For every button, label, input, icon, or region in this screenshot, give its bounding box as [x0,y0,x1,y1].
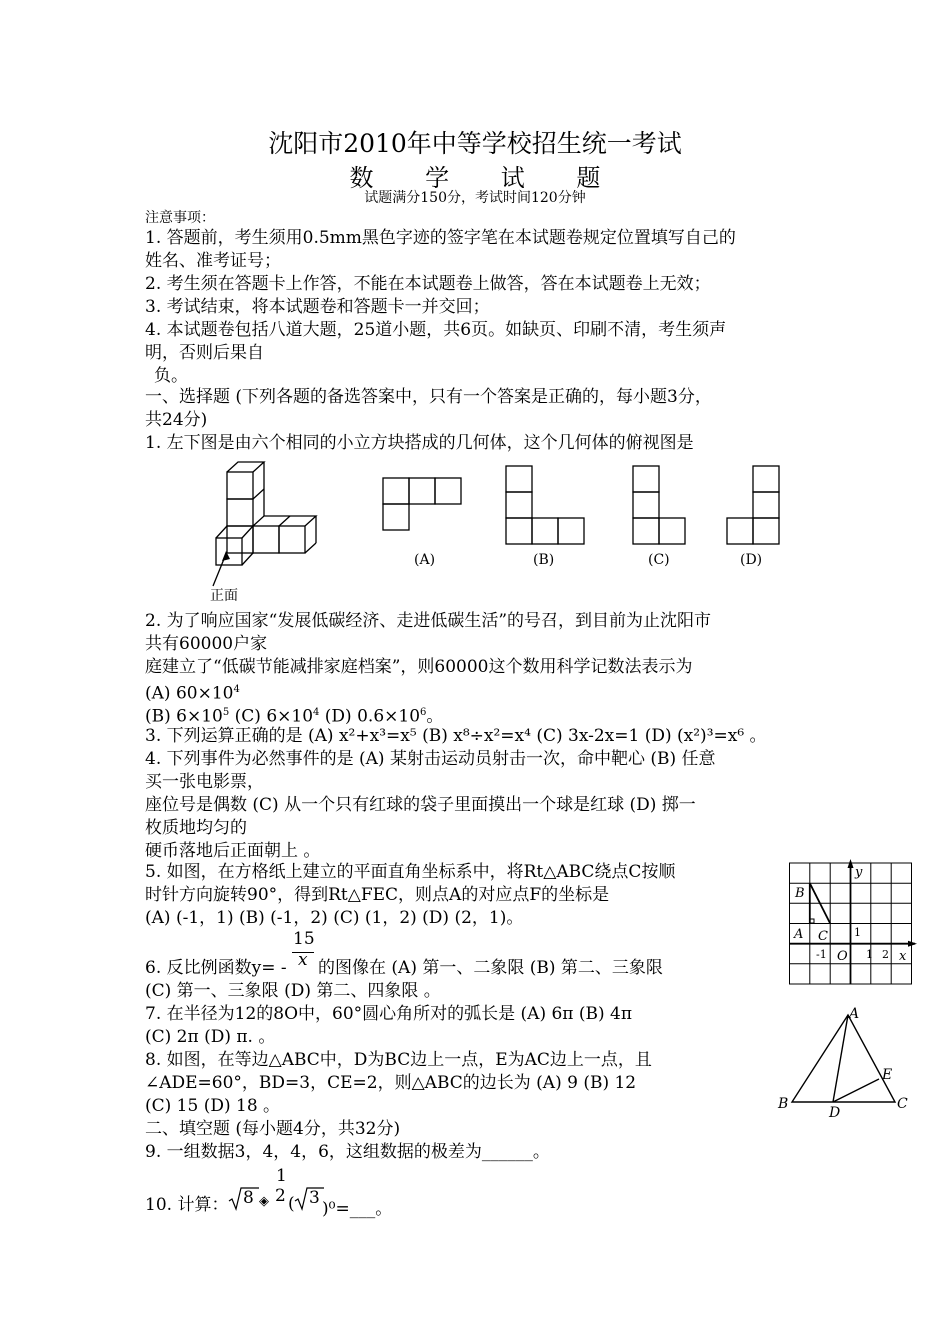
q6-fraction-denominator: x [298,950,308,970]
question-2-line-1: 2. 为了响应国家“发展低碳经济、走进低碳生活”的号召，到目前为止沈阳市 [145,611,712,631]
question-7-line-2: (C) 2π (D) π. 。 [145,1027,276,1047]
q10-symbol: ◈ [259,1194,269,1209]
question-6-line-1-pre: 6. 反比例函数y= - [145,958,287,978]
question-5-line-3: (A) (-1，1) (B) (-1，2) (C) (1，2) (D) (2，1)。 [145,908,524,928]
q5-point-b: B [795,886,805,901]
q1-option-a-figure [382,477,464,533]
q2-option-b-exp: 5 [222,707,230,718]
question-2-line-2: 共有60000户家 [145,634,268,654]
question-6-line-2: (C) 第一、三象限 (D) 第二、四象限 。 [145,981,441,1001]
q1-option-b[interactable]: (B) [533,552,555,568]
note-1b: 姓名、准考证号； [145,251,281,271]
q5-tick-y1: 1 [854,926,861,939]
q2-option-d-exp: 6 [420,707,427,718]
question-3: 3. 下列运算正确的是 (A) x²+x³=x⁵ (B) x⁸÷x²=x⁴ (C) 3x-2x=1 (D) (x²)³=x⁶ 。 [145,726,767,746]
q8-point-a: A [849,1006,860,1022]
q8-point-d: D [829,1105,841,1121]
question-4-line-4: 枚质地均匀的 [145,818,247,838]
question-10-pre: 10. 计算： [145,1195,229,1215]
q2-option-c: (C) 6×10 [229,706,314,727]
question-5-line-1: 5. 如图，在方格纸上建立的平面直角坐标系中，将Rt△ABC绕点C按顺 [145,862,676,882]
q10-sqrt3-value: 3 [309,1188,320,1208]
q1-front-label: 正面 [210,588,238,604]
page-subtitle: 数 学 试 题 [349,164,623,192]
q5-point-c: C [818,929,828,944]
q5-tick-x1: 1 [866,948,873,961]
q2-option-b: (B) 6×10 [145,706,223,727]
q8-point-c: C [897,1096,908,1112]
q2-option-c-exp: 4 [313,707,320,718]
q1-cube-figure [205,458,335,603]
question-2-line-3: 庭建立了“低碳节能减排家庭档案”，则60000这个数用科学记数法表示为 [145,657,693,677]
q1-option-d[interactable]: (D) [740,552,763,568]
q10-half-denominator: 2 [275,1186,286,1206]
question-8-line-3: (C) 15 (D) 18 。 [145,1096,281,1116]
question-8-line-1: 8. 如图，在等边△ABC中，D为BC边上一点，E为AC边上一点，且 [145,1050,652,1070]
question-4-line-5: 硬币落地后正面朝上 。 [145,841,321,861]
note-4b: 明，否则后果自 [145,343,264,363]
q2-option-a: (A) 60×10 [145,683,234,704]
q10-open-paren: ( [288,1194,295,1214]
q1-option-c-figure [632,465,688,547]
question-7-line-1: 7. 在半径为12的8O中，60°圆心角所对的弧长是 (A) 6π (B) 4π [145,1004,633,1024]
q5-axis-y: y [855,865,863,880]
q1-option-b-figure [505,465,587,547]
q8-point-e: E [882,1067,893,1083]
q1-option-d-figure [726,465,782,547]
q2-option-a-exp: 4 [233,684,240,695]
question-4-line-1: 4. 下列事件为必然事件的是 (A) 某射击运动员射击一次，命中靶心 (B) 任意 [145,749,716,769]
q1-option-a[interactable]: (A) [414,552,436,568]
question-4-line-2: 买一张电影票， [145,772,264,792]
q2-option-d: (D) 0.6×10 [319,706,421,727]
q10-half-numerator: 1 [276,1166,287,1186]
section1-heading-2: 共24分) [145,410,208,430]
q5-tick-x2: 2 [882,948,889,961]
q1-option-c[interactable]: (C) [648,552,670,568]
question-5-line-2: 时针方向旋转90°，得到Rt△FEC，则点A的对应点F的坐标是 [145,885,610,905]
notes-heading: 注意事项： [145,210,215,226]
question-8-line-2: ∠ADE=60°，BD=3，CE=2，则△ABC的边长为 (A) 9 (B) 12 [145,1073,637,1093]
q6-fraction-numerator: 15 [293,929,315,949]
question-2-line-5 [145,702,443,728]
question-6-line-1-post: 的图像在 (A) 第一、二象限 (B) 第二、三象限 [318,958,663,978]
q10-sqrt8-value: 8 [243,1188,254,1208]
q2-end: 。 [426,706,444,727]
question-10-post: )⁰=___。 [322,1199,393,1219]
q8-point-b: B [778,1096,789,1112]
q5-point-a: A [794,927,804,942]
question-1: 1. 左下图是由六个相同的小立方块搭成的几何体，这个几何体的俯视图是 [145,433,694,453]
exam-info: 试题满分150分，考试时间120分钟 [364,190,586,206]
note-4c: 负。 [154,366,188,386]
q5-tick-xneg1: -1 [816,948,827,961]
question-4-line-3: 座位号是偶数 (C) 从一个只有红球的袋子里面摸出一个球是红球 (D) 掷一 [145,795,696,815]
section1-heading: 一、选择题 (下列各题的备选答案中，只有一个答案是正确的，每小题3分， [145,387,712,407]
question-2-line-4 [145,679,240,705]
q5-origin: O [837,949,848,964]
page-title: 沈阳市2010年中等学校招生统一考试 [268,129,682,158]
q5-grid-figure [788,861,918,989]
note-4a: 4. 本试题卷包括八道大题，25道小题，共6页。如缺页、印刷不清，考生须声 [145,320,727,340]
q5-axis-x: x [899,949,907,964]
section2-heading: 二、填空题 (每小题4分，共32分) [145,1119,401,1139]
q8-triangle-figure [775,1005,915,1125]
note-3: 3. 考试结束，将本试题卷和答题卡一并交回； [145,297,490,317]
note-2: 2. 考生须在答题卡上作答，不能在本试题卷上做答，答在本试题卷上无效； [145,274,711,294]
note-1a: 1. 答题前，考生须用0.5mm黑色字迹的签字笔在本试题卷规定位置填写自己的 [145,228,736,248]
question-9: 9. 一组数据3，4，4，6，这组数据的极差为______。 [145,1142,550,1162]
